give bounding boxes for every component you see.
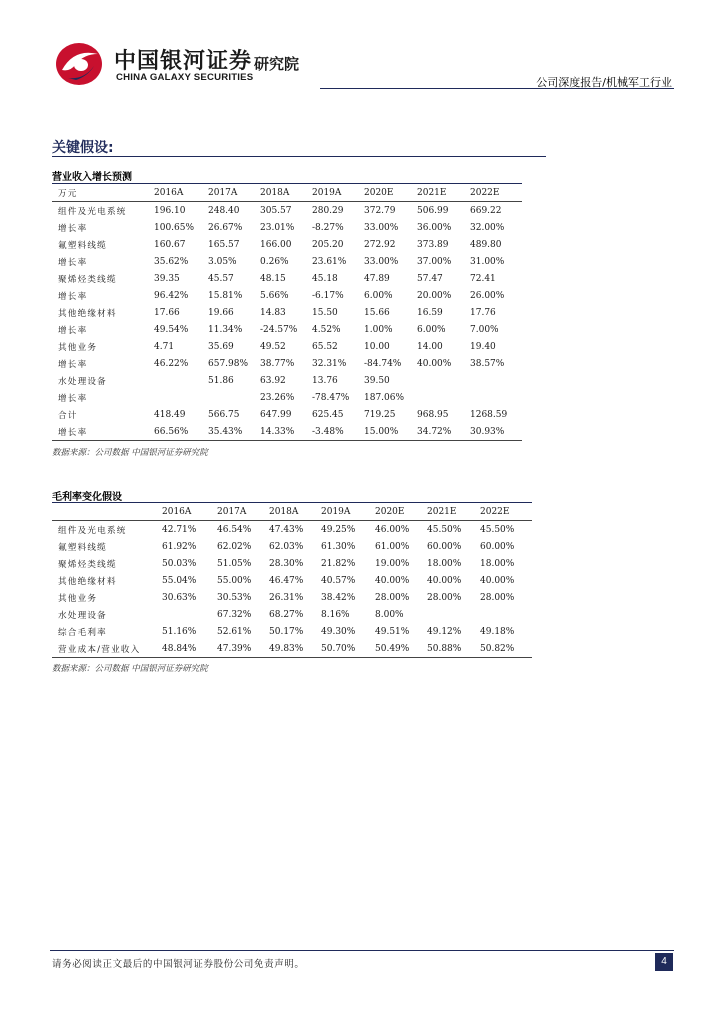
table-row	[52, 640, 532, 658]
revenue-growth-table	[52, 184, 522, 441]
table-cell: 37.00%	[417, 256, 452, 267]
table-cell: 45.57	[208, 273, 234, 284]
table-cell: -6.17%	[312, 290, 344, 301]
table-cell: 30.93%	[470, 423, 522, 441]
table-cell: 205.20	[312, 239, 344, 250]
table2-caption: 毛利率变化假设	[52, 492, 122, 503]
table-cell: 11.34%	[208, 324, 243, 335]
table-cell: 18.00%	[480, 558, 515, 569]
row-label: 增长率	[58, 291, 88, 302]
table-cell: 1.00%	[364, 324, 393, 335]
table-cell: 49.51%	[375, 626, 410, 637]
report-type: 公司深度报告/机械军工行业	[536, 76, 672, 89]
table-cell: 26.31%	[269, 592, 304, 603]
table-cell: 17.76	[470, 307, 496, 318]
table-cell: 47.43%	[269, 524, 304, 535]
table-row	[52, 555, 532, 572]
table-header-row	[52, 503, 532, 521]
table-cell: 62.03%	[269, 541, 304, 552]
table-cell	[417, 372, 470, 389]
table-row	[52, 202, 522, 220]
table-cell: 719.25	[364, 409, 396, 420]
table-row	[52, 355, 522, 372]
table-cell: 38.77%	[260, 358, 295, 369]
table-cell: 50.82%	[480, 640, 532, 658]
table-cell: 50.88%	[427, 640, 480, 658]
column-header-year: 2021E	[427, 503, 480, 521]
row-label: 增长率	[58, 325, 88, 336]
table-cell: 1268.59	[470, 409, 508, 420]
row-label: 增长率	[58, 359, 88, 370]
row-label: 综合毛利率	[58, 627, 107, 638]
table-cell: 28.30%	[269, 558, 304, 569]
column-header-year: 2017A	[208, 184, 260, 202]
table-cell: -78.47%	[312, 392, 350, 403]
table-cell: 42.71%	[162, 524, 197, 535]
row-label: 聚烯烃类线缆	[58, 559, 117, 570]
table-cell: 15.66	[364, 307, 390, 318]
institute-label: 研究院	[254, 55, 300, 73]
table-cell: 45.50%	[427, 524, 462, 535]
table-cell: 28.00%	[375, 592, 410, 603]
table-cell: 8.16%	[321, 609, 350, 620]
logo-english-name: CHINA GALAXY SECURITIES	[116, 72, 254, 83]
company-logo	[40, 38, 320, 94]
table-cell: 55.04%	[162, 575, 197, 586]
row-label: 氟塑料线缆	[58, 240, 107, 251]
table-cell: 418.49	[154, 409, 186, 420]
row-label: 增长率	[58, 223, 88, 234]
table-cell: -24.57%	[260, 324, 298, 335]
table-row	[52, 236, 522, 253]
table-row	[52, 304, 522, 321]
table-cell: 62.02%	[217, 541, 252, 552]
table-cell: 46.22%	[154, 358, 189, 369]
table-cell: 15.50	[312, 307, 338, 318]
table-cell: 52.61%	[217, 626, 252, 637]
column-header-year: 2021E	[417, 184, 470, 202]
footer-divider	[50, 950, 674, 951]
table-cell: 67.32%	[217, 609, 252, 620]
table-row	[52, 423, 522, 441]
table-cell: 49.12%	[427, 626, 462, 637]
table-cell: 33.00%	[364, 222, 399, 233]
table-cell: 196.10	[154, 205, 186, 216]
table-cell: 51.16%	[162, 626, 197, 637]
table-cell: 35.62%	[154, 256, 189, 267]
table-cell: 30.53%	[217, 592, 252, 603]
column-header-year: 2018A	[260, 184, 312, 202]
table-cell: 40.00%	[480, 575, 515, 586]
table-cell: 30.63%	[162, 592, 197, 603]
table-row	[52, 406, 522, 423]
table1-caption: 营业收入增长预测	[52, 172, 132, 183]
table-cell	[470, 389, 522, 406]
table-cell: 28.00%	[427, 592, 462, 603]
table-cell: 566.75	[208, 409, 240, 420]
table-cell: 165.57	[208, 239, 240, 250]
table-cell: 45.50%	[480, 524, 515, 535]
table-cell: 61.30%	[321, 541, 356, 552]
column-header-year: 2020E	[364, 184, 417, 202]
table-header-row	[52, 184, 522, 202]
table-cell: 46.54%	[217, 524, 252, 535]
column-header-year: 2016A	[154, 184, 208, 202]
table-cell: 49.52	[260, 341, 286, 352]
table-cell: 26.67%	[208, 222, 243, 233]
table-cell: 0.26%	[260, 256, 289, 267]
column-header-year: 2022E	[470, 184, 522, 202]
table-cell: 23.01%	[260, 222, 295, 233]
row-label: 其他绝缘材料	[58, 308, 117, 319]
table-cell: 20.00%	[417, 290, 452, 301]
table-cell: 17.66	[154, 307, 180, 318]
table-cell: 47.39%	[217, 640, 269, 658]
table-cell: 39.35	[154, 273, 180, 284]
table-row	[52, 623, 532, 640]
row-label: 增长率	[52, 423, 154, 441]
table-cell: 48.15	[260, 273, 286, 284]
table-cell: 49.18%	[480, 626, 515, 637]
column-header-year: 2016A	[162, 503, 217, 521]
table-cell: 15.00%	[364, 423, 417, 441]
table-cell: 47.89	[364, 273, 390, 284]
table-cell: 57.47	[417, 273, 443, 284]
table-cell: 46.00%	[375, 524, 410, 535]
table-cell: 14.83	[260, 307, 286, 318]
table-cell: -3.48%	[312, 423, 364, 441]
table-cell	[162, 606, 217, 623]
table-cell: 669.22	[470, 205, 502, 216]
table-cell: 40.00%	[427, 575, 462, 586]
gross-margin-table	[52, 503, 532, 658]
table-cell: -84.74%	[364, 358, 402, 369]
table-cell: 21.82%	[321, 558, 356, 569]
table-cell: 4.71	[154, 341, 175, 352]
table-cell: 40.00%	[417, 358, 452, 369]
table-cell: 48.84%	[162, 640, 217, 658]
table-cell: 625.45	[312, 409, 344, 420]
table-row	[52, 521, 532, 539]
table-cell: 55.00%	[217, 575, 252, 586]
table-cell: 372.79	[364, 205, 396, 216]
table-cell: 63.92	[260, 375, 286, 386]
section-divider	[52, 156, 546, 157]
table-cell: 373.89	[417, 239, 449, 250]
row-label: 氟塑料线缆	[58, 542, 107, 553]
table-cell	[154, 372, 208, 389]
table-cell: 23.61%	[312, 256, 347, 267]
table-cell: 49.25%	[321, 524, 356, 535]
table-cell: 50.49%	[375, 640, 427, 658]
table-cell: 26.00%	[470, 290, 505, 301]
table-row	[52, 389, 522, 406]
column-header-year: 2019A	[321, 503, 375, 521]
table-cell: 10.00	[364, 341, 390, 352]
table-row	[52, 572, 532, 589]
table-cell: 46.47%	[269, 575, 304, 586]
table-cell: 272.92	[364, 239, 396, 250]
header-divider	[320, 88, 674, 89]
table-row	[52, 606, 532, 623]
table-cell: 8.00%	[375, 609, 404, 620]
table-cell	[417, 389, 470, 406]
table-cell: 68.27%	[269, 609, 304, 620]
table-cell: 305.57	[260, 205, 292, 216]
table-cell: 19.00%	[375, 558, 410, 569]
table-cell: 187.06%	[364, 392, 405, 403]
column-header-year: 2017A	[217, 503, 269, 521]
table-cell: 40.57%	[321, 575, 356, 586]
table-cell: 65.52	[312, 341, 338, 352]
row-label: 组件及光电系统	[58, 206, 127, 217]
row-label: 其他绝缘材料	[58, 576, 117, 587]
table-cell: 45.18	[312, 273, 338, 284]
row-label: 合计	[58, 410, 78, 421]
row-label: 水处理设备	[58, 610, 107, 621]
table-cell: 23.26%	[260, 392, 295, 403]
table-cell: 248.40	[208, 205, 240, 216]
table-row	[52, 338, 522, 355]
table-cell: 100.65%	[154, 222, 195, 233]
table-cell: 35.43%	[208, 423, 260, 441]
table-cell: 40.00%	[375, 575, 410, 586]
table-cell: 38.57%	[470, 358, 505, 369]
table-cell: 50.03%	[162, 558, 197, 569]
table-cell: 6.00%	[417, 324, 446, 335]
table-cell: 506.99	[417, 205, 449, 216]
table-cell	[427, 606, 480, 623]
table-cell: 31.00%	[470, 256, 505, 267]
row-label: 增长率	[58, 393, 88, 404]
column-header-year: 2022E	[480, 503, 532, 521]
table-cell: 32.00%	[470, 222, 505, 233]
disclaimer-note: 请务必阅读正文最后的中国银河证券股份公司免责声明。	[52, 959, 305, 970]
table-cell: 489.80	[470, 239, 502, 250]
row-label: 增长率	[58, 257, 88, 268]
table-cell: 15.81%	[208, 290, 243, 301]
row-label: 其他业务	[58, 593, 98, 604]
table-row	[52, 538, 532, 555]
table-cell	[154, 389, 208, 406]
column-header-year: 2019A	[312, 184, 364, 202]
table-cell: 19.40	[470, 341, 496, 352]
table-cell: 60.00%	[427, 541, 462, 552]
table-row	[52, 270, 522, 287]
table-cell: 28.00%	[480, 592, 515, 603]
table-cell: 61.00%	[375, 541, 410, 552]
table-cell: 18.00%	[427, 558, 462, 569]
table-cell: 3.05%	[208, 256, 237, 267]
table-cell: 6.00%	[364, 290, 393, 301]
row-label: 其他业务	[58, 342, 98, 353]
table-cell: 160.67	[154, 239, 186, 250]
table-cell	[480, 606, 532, 623]
galaxy-logo-icon	[54, 40, 104, 88]
row-label: 水处理设备	[58, 376, 107, 387]
table-cell: 33.00%	[364, 256, 399, 267]
table-cell: 96.42%	[154, 290, 189, 301]
table-cell: 14.33%	[260, 423, 312, 441]
table-cell: 166.00	[260, 239, 292, 250]
table-cell: 5.66%	[260, 290, 289, 301]
table-cell: 280.29	[312, 205, 344, 216]
table-cell: 4.52%	[312, 324, 341, 335]
column-header-year: 2018A	[269, 503, 321, 521]
table-cell: 657.98%	[208, 358, 249, 369]
table-cell: 51.86	[208, 375, 234, 386]
table1-source: 数据来源：公司数据 中国银河证券研究院	[52, 448, 208, 458]
section-title: 关键假设:	[52, 140, 114, 156]
table-cell: 61.92%	[162, 541, 197, 552]
column-header-year: 2020E	[375, 503, 427, 521]
table-cell: 49.83%	[269, 640, 321, 658]
table-cell: 66.56%	[154, 423, 208, 441]
table-row	[52, 219, 522, 236]
table-cell: 7.00%	[470, 324, 499, 335]
table-cell: 35.69	[208, 341, 234, 352]
table-cell: 49.30%	[321, 626, 356, 637]
table-cell: 13.76	[312, 375, 338, 386]
table-cell	[208, 389, 260, 406]
table-row	[52, 253, 522, 270]
table-cell: 39.50	[364, 375, 390, 386]
column-header-unit: 万元	[52, 184, 154, 202]
table-cell: 51.05%	[217, 558, 252, 569]
table-cell: 14.00	[417, 341, 443, 352]
table-row	[52, 589, 532, 606]
table-cell: 647.99	[260, 409, 292, 420]
table-cell: 50.70%	[321, 640, 375, 658]
table-row	[52, 372, 522, 389]
table2-source: 数据来源：公司数据 中国银河证券研究院	[52, 664, 208, 674]
table-cell: 72.41	[470, 273, 496, 284]
row-label: 营业成本/营业收入	[52, 640, 162, 658]
table-cell: 34.72%	[417, 423, 470, 441]
table-cell: 16.59	[417, 307, 443, 318]
table-cell: 968.95	[417, 409, 449, 420]
table-cell: 32.31%	[312, 358, 347, 369]
page-number: 4	[655, 953, 673, 971]
table-cell: 49.54%	[154, 324, 189, 335]
table-cell: 50.17%	[269, 626, 304, 637]
table-row	[52, 321, 522, 338]
table-cell	[470, 372, 522, 389]
table-cell: -8.27%	[312, 222, 344, 233]
row-label: 组件及光电系统	[58, 525, 127, 536]
table-row	[52, 287, 522, 304]
column-header-unit	[52, 503, 162, 521]
table-cell: 38.42%	[321, 592, 356, 603]
table-cell: 36.00%	[417, 222, 452, 233]
row-label: 聚烯烃类线缆	[58, 274, 117, 285]
table-cell: 60.00%	[480, 541, 515, 552]
logo-chinese-name: 中国银河证券	[114, 49, 253, 74]
table-cell: 19.66	[208, 307, 234, 318]
